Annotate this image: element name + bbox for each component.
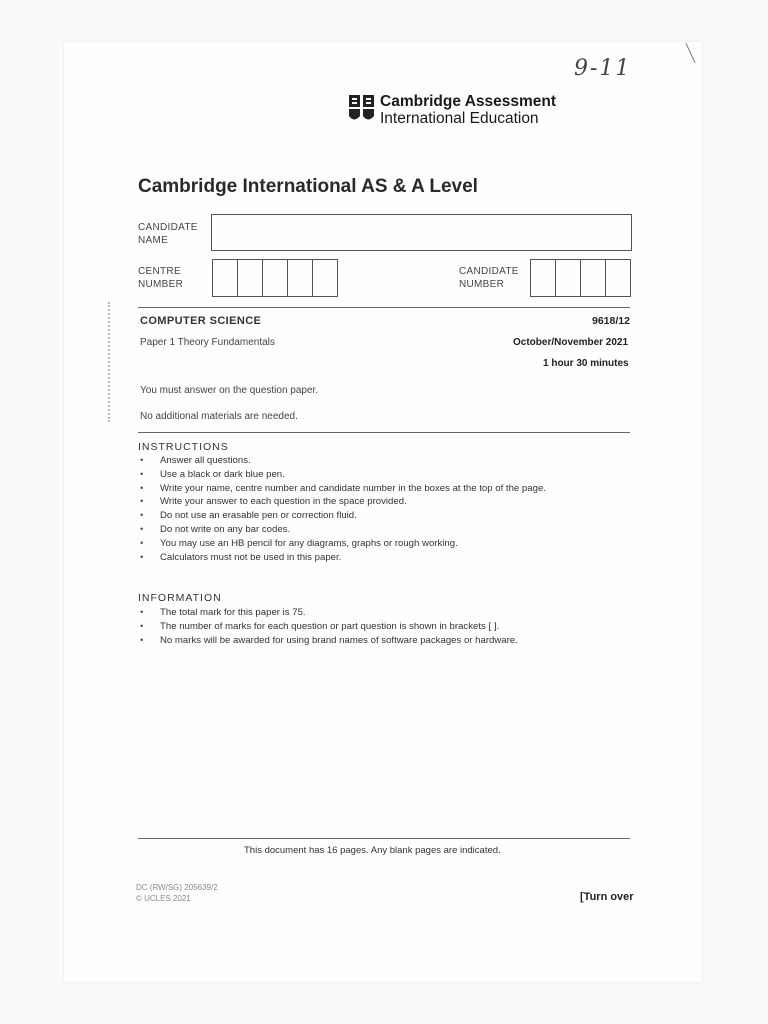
digit-box[interactable] [237, 259, 262, 297]
subject-title: COMPUTER SCIENCE [140, 315, 262, 327]
candidate-number-label-line2: NUMBER [459, 279, 505, 290]
candidate-number-label [459, 265, 519, 291]
centre-number-label-line1: CENTRE [138, 266, 181, 277]
list-item: • Answer all questions. [140, 454, 620, 468]
information-heading: INFORMATION [138, 592, 222, 604]
instructions-list [140, 454, 620, 564]
barcode-strip [108, 302, 132, 422]
candidate-name-field[interactable] [211, 214, 632, 251]
candidate-name-label [138, 221, 198, 247]
handwritten-note: 9-11 [574, 56, 632, 81]
instructions-heading: INSTRUCTIONS [138, 441, 229, 453]
list-item: • No marks will be awarded for using brand names of software packages or hardware. [140, 634, 620, 648]
digit-box[interactable] [212, 259, 237, 297]
candidate-name-label-line1: CANDIDATE [138, 222, 198, 233]
logo-text [380, 93, 556, 127]
turn-over: [Turn over [580, 891, 634, 903]
digit-box[interactable] [555, 259, 580, 297]
centre-number-label-line2: NUMBER [138, 279, 184, 290]
digit-box[interactable] [605, 259, 631, 297]
reference-code: DC (RW/SG) 205639/2 [136, 883, 218, 892]
list-item: • Do not write on any bar codes. [140, 523, 620, 537]
crest-icon [348, 94, 376, 129]
candidate-number-label-line1: CANDIDATE [459, 266, 519, 277]
list-item: • Use a black or dark blue pen. [140, 468, 620, 482]
digit-box[interactable] [287, 259, 312, 297]
information-list [140, 606, 620, 647]
logo-line-1: Cambridge Assessment [380, 93, 557, 110]
list-item: • The number of marks for each question or part question is shown in brackets [ ]. [140, 620, 620, 634]
digit-box[interactable] [262, 259, 287, 297]
reference-block [136, 882, 218, 904]
candidate-number-boxes[interactable] [530, 259, 631, 297]
digit-box[interactable] [530, 259, 555, 297]
divider [138, 838, 630, 839]
copyright: © UCLES 2021 [136, 894, 191, 903]
list-item: • Write your name, centre number and candidate number in the boxes at the top of the page. [140, 482, 620, 496]
digit-box[interactable] [580, 259, 605, 297]
candidate-name-label-line2: NAME [138, 235, 169, 246]
digit-box[interactable] [312, 259, 338, 297]
list-item: • You may use an HB pencil for any diagrams, graphs or rough working. [140, 537, 620, 551]
centre-number-boxes[interactable] [212, 259, 338, 297]
note-answer: You must answer on the question paper. [140, 385, 319, 396]
note-materials: No additional materials are needed. [140, 411, 298, 422]
paper-name: Paper 1 Theory Fundamentals [140, 337, 275, 348]
divider [138, 307, 630, 308]
list-item: • The total mark for this paper is 75. [140, 606, 620, 620]
list-item: • Calculators must not be used in this paper. [140, 551, 620, 565]
paper-code: 9618/12 [592, 315, 630, 327]
list-item: • Write your answer to each question in the space provided. [140, 495, 620, 509]
divider [138, 432, 630, 433]
pages-note: This document has 16 pages. Any blank pages are indicated. [244, 845, 501, 856]
list-item: • Do not use an erasable pen or correction fluid. [140, 509, 620, 523]
page-title: Cambridge International AS & A Level [138, 176, 478, 197]
session: October/November 2021 [513, 337, 629, 348]
logo-line-2: International Education [380, 110, 539, 127]
duration: 1 hour 30 minutes [543, 358, 629, 369]
centre-number-label [138, 265, 183, 291]
